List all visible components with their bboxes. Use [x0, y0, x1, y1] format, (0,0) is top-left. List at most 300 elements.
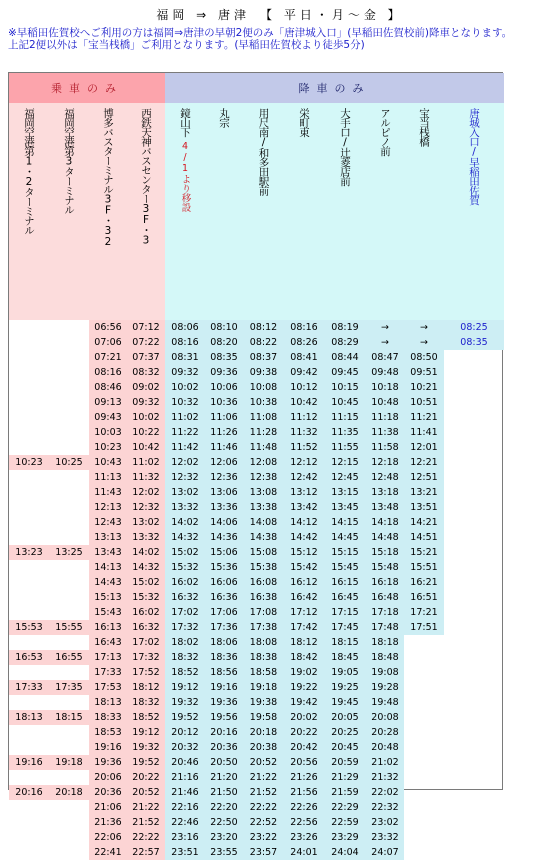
time-cell: 13:25 — [49, 545, 89, 560]
time-cell: 18:08 — [243, 635, 284, 650]
time-cell: 10:23 — [9, 455, 49, 470]
time-cell: 08:16 — [89, 365, 127, 380]
time-cell: 17:08 — [243, 605, 284, 620]
time-cell: 10:22 — [127, 425, 165, 440]
time-cell — [444, 845, 504, 860]
time-cell — [49, 725, 89, 740]
time-cell — [49, 695, 89, 710]
table-row — [9, 830, 504, 845]
time-cell: 10:36 — [205, 395, 243, 410]
time-cell: 15:08 — [243, 545, 284, 560]
time-cell: 15:45 — [324, 560, 366, 575]
stop-name: 宝当桟橋 — [418, 108, 430, 146]
time-cell: 15:18 — [366, 545, 404, 560]
stop-name: 用尺南/和多田駅前 — [257, 108, 270, 195]
time-cell — [444, 815, 504, 830]
time-cell: 13:48 — [366, 500, 404, 515]
time-cell: 18:42 — [284, 650, 324, 665]
time-cell: 18:38 — [243, 650, 284, 665]
time-cell — [49, 815, 89, 830]
time-cell — [49, 830, 89, 845]
time-cell: 13:15 — [324, 485, 366, 500]
time-cell: 12:32 — [127, 500, 165, 515]
time-cell: 18:45 — [324, 650, 366, 665]
time-cell — [444, 680, 504, 695]
time-cell: 16:18 — [366, 575, 404, 590]
time-cell: 22:06 — [89, 830, 127, 845]
time-cell: 16:42 — [284, 590, 324, 605]
time-cell — [444, 350, 504, 365]
timetable — [8, 72, 503, 858]
time-cell: 11:55 — [324, 440, 366, 455]
table-row — [9, 425, 504, 440]
time-cell: 11:02 — [165, 410, 205, 425]
stop-header — [9, 103, 49, 320]
time-cell — [49, 440, 89, 455]
time-cell — [9, 800, 49, 815]
time-cell: 17:32 — [127, 650, 165, 665]
time-cell: 19:32 — [165, 695, 205, 710]
time-cell — [444, 530, 504, 545]
time-cell: 13:21 — [404, 485, 444, 500]
table-row — [9, 455, 504, 470]
time-cell: 15:55 — [49, 620, 89, 635]
time-cell: 20:25 — [324, 725, 366, 740]
table-row — [9, 500, 504, 515]
time-cell — [404, 830, 444, 845]
time-cell: 17:12 — [284, 605, 324, 620]
time-cell: 15:43 — [89, 605, 127, 620]
stop-name: 博多バスターミナル3F・32 — [102, 108, 114, 247]
time-cell: 22:02 — [366, 785, 404, 800]
time-cell: 13:38 — [243, 500, 284, 515]
time-cell — [49, 365, 89, 380]
time-cell: 22:56 — [284, 815, 324, 830]
stop-header — [205, 103, 243, 320]
time-cell — [9, 770, 49, 785]
time-cell: → — [404, 320, 444, 335]
time-cell: 23:02 — [366, 815, 404, 830]
time-cell: 06:56 — [89, 320, 127, 335]
time-cell: 11:15 — [324, 410, 366, 425]
table-row — [9, 605, 504, 620]
time-cell — [49, 605, 89, 620]
time-cell: 18:48 — [366, 650, 404, 665]
time-cell — [444, 770, 504, 785]
time-cell: 23:32 — [366, 830, 404, 845]
time-cell: 20:02 — [284, 710, 324, 725]
time-cell: 17:13 — [89, 650, 127, 665]
time-cell: 16:55 — [49, 650, 89, 665]
table-row — [9, 590, 504, 605]
time-cell: 22:22 — [127, 830, 165, 845]
time-cell: 21:20 — [205, 770, 243, 785]
time-cell — [49, 500, 89, 515]
time-cell — [444, 470, 504, 485]
table-row — [9, 680, 504, 695]
stop-header — [127, 103, 165, 320]
time-cell — [444, 695, 504, 710]
time-cell: 14:42 — [284, 530, 324, 545]
time-cell — [444, 575, 504, 590]
time-cell: 14:08 — [243, 515, 284, 530]
time-cell: 18:36 — [205, 650, 243, 665]
time-cell — [404, 845, 444, 860]
time-cell — [9, 440, 49, 455]
time-cell — [49, 335, 89, 350]
board-only-band: 乗車のみ — [9, 73, 165, 103]
time-cell: 12:02 — [127, 485, 165, 500]
time-cell: 10:43 — [89, 455, 127, 470]
time-cell — [404, 650, 444, 665]
time-cell: 13:23 — [9, 545, 49, 560]
time-cell: 09:38 — [243, 365, 284, 380]
time-cell: 20:06 — [89, 770, 127, 785]
table-row — [9, 575, 504, 590]
time-cell: 20:08 — [366, 710, 404, 725]
time-cell — [404, 800, 444, 815]
time-cell: 17:42 — [284, 620, 324, 635]
time-cell — [49, 380, 89, 395]
time-cell — [444, 500, 504, 515]
time-cell — [444, 455, 504, 470]
time-cell: 24:07 — [366, 845, 404, 860]
time-cell: 13:06 — [205, 485, 243, 500]
time-cell: 07:37 — [127, 350, 165, 365]
table-row — [9, 695, 504, 710]
time-cell: 09:51 — [404, 365, 444, 380]
time-cell: 15:02 — [165, 545, 205, 560]
time-cell: 08:32 — [127, 365, 165, 380]
stop-name: 丸宗 — [218, 108, 230, 127]
time-cell: 13:02 — [127, 515, 165, 530]
time-cell: 17:35 — [49, 680, 89, 695]
time-cell — [444, 665, 504, 680]
time-cell: 16:51 — [404, 590, 444, 605]
time-cell: 18:53 — [89, 725, 127, 740]
time-cell: 08:10 — [205, 320, 243, 335]
time-cell: 09:32 — [127, 395, 165, 410]
time-cell: 11:38 — [366, 425, 404, 440]
time-cell: 10:15 — [324, 380, 366, 395]
table-row — [9, 725, 504, 740]
time-cell — [444, 830, 504, 845]
time-cell: 09:13 — [89, 395, 127, 410]
time-cell: 08:50 — [404, 350, 444, 365]
time-cell: 23:20 — [205, 830, 243, 845]
time-cell: 19:58 — [243, 710, 284, 725]
time-cell: 19:28 — [366, 680, 404, 695]
time-cell: 15:21 — [404, 545, 444, 560]
time-cell: 22:52 — [243, 815, 284, 830]
time-cell: 18:13 — [89, 695, 127, 710]
time-cell — [9, 515, 49, 530]
table-row — [9, 650, 504, 665]
time-cell: 20:36 — [205, 740, 243, 755]
time-cell: 08:06 — [165, 320, 205, 335]
time-cell: 16:08 — [243, 575, 284, 590]
time-cell — [49, 770, 89, 785]
time-cell: 08:37 — [243, 350, 284, 365]
time-cell: 11:42 — [165, 440, 205, 455]
page-title: 福岡 ⇒ 唐津 【 平日・月～金 】 — [156, 8, 404, 22]
time-cell: 18:58 — [243, 665, 284, 680]
time-cell: 19:12 — [165, 680, 205, 695]
time-cell: 10:45 — [324, 395, 366, 410]
time-cell: 08:29 — [324, 335, 366, 350]
time-cell: 22:29 — [324, 800, 366, 815]
time-cell: 14:06 — [205, 515, 243, 530]
time-cell: 21:32 — [366, 770, 404, 785]
time-cell: 10:48 — [366, 395, 404, 410]
time-cell — [9, 530, 49, 545]
time-cell — [444, 620, 504, 635]
stop-name: 栄町東 — [298, 108, 310, 137]
time-cell — [444, 710, 504, 725]
time-cell: 19:52 — [127, 755, 165, 770]
time-cell: 21:16 — [165, 770, 205, 785]
time-cell: 20:36 — [89, 785, 127, 800]
time-cell — [404, 725, 444, 740]
time-cell: 17:21 — [404, 605, 444, 620]
time-cell — [404, 710, 444, 725]
time-cell — [404, 695, 444, 710]
table-row — [9, 395, 504, 410]
time-cell — [444, 425, 504, 440]
time-cell: 13:45 — [324, 500, 366, 515]
stop-name: 唐城入口/早稲田佐賀 — [468, 108, 480, 205]
time-cell: 12:43 — [89, 515, 127, 530]
table-row — [9, 815, 504, 830]
stop-header — [49, 103, 89, 320]
time-cell: 10:23 — [89, 440, 127, 455]
time-cell — [49, 560, 89, 575]
time-cell: 13:08 — [243, 485, 284, 500]
time-cell: 10:12 — [284, 380, 324, 395]
time-cell — [9, 560, 49, 575]
time-cell — [9, 365, 49, 380]
time-cell: 14:51 — [404, 530, 444, 545]
time-cell: 08:20 — [205, 335, 243, 350]
time-cell: 16:02 — [165, 575, 205, 590]
time-cell: 15:15 — [324, 545, 366, 560]
time-cell: 20:22 — [284, 725, 324, 740]
stop-header — [366, 103, 404, 320]
band-row — [9, 73, 504, 103]
time-cell: 17:53 — [89, 680, 127, 695]
time-cell: 21:52 — [127, 815, 165, 830]
time-cell — [444, 410, 504, 425]
time-cell: 07:12 — [127, 320, 165, 335]
time-cell: 20:45 — [324, 740, 366, 755]
time-cell: 20:46 — [165, 755, 205, 770]
time-cell: 13:02 — [165, 485, 205, 500]
note-waseda: ※早稲田佐賀校へご利用の方は福岡⇒唐津の早朝2便のみ「唐津城入口」(早稲田佐賀校前)降車となります。 — [8, 27, 513, 39]
time-cell: 22:50 — [205, 815, 243, 830]
time-cell: 19:48 — [366, 695, 404, 710]
time-cell: 15:12 — [284, 545, 324, 560]
stop-header — [165, 103, 205, 320]
time-cell — [49, 320, 89, 335]
time-cell: 10:32 — [165, 395, 205, 410]
time-cell: 21:59 — [324, 785, 366, 800]
time-cell: 10:03 — [89, 425, 127, 440]
time-cell: 17:33 — [9, 680, 49, 695]
time-cell: 19:05 — [324, 665, 366, 680]
table-row — [9, 845, 504, 860]
time-cell: 20:16 — [205, 725, 243, 740]
time-cell — [49, 740, 89, 755]
time-cell — [9, 395, 49, 410]
table-row — [9, 335, 504, 350]
time-cell: 08:41 — [284, 350, 324, 365]
time-cell: 12:42 — [284, 470, 324, 485]
time-cell: 11:21 — [404, 410, 444, 425]
time-cell: 19:18 — [49, 755, 89, 770]
time-cell: 09:02 — [127, 380, 165, 395]
time-cell: 19:02 — [284, 665, 324, 680]
time-cell: 10:02 — [127, 410, 165, 425]
table-row — [9, 515, 504, 530]
time-cell — [9, 380, 49, 395]
time-cell: 22:41 — [89, 845, 127, 860]
time-cell: 16:12 — [284, 575, 324, 590]
time-cell: 21:56 — [284, 785, 324, 800]
time-cell — [9, 830, 49, 845]
time-cell: 20:05 — [324, 710, 366, 725]
time-cell: 11:06 — [205, 410, 243, 425]
time-cell — [49, 845, 89, 860]
time-cell: 18:52 — [127, 710, 165, 725]
time-cell: 21:36 — [89, 815, 127, 830]
stop-header — [324, 103, 366, 320]
time-cell — [49, 425, 89, 440]
time-cell: 23:22 — [243, 830, 284, 845]
time-cell — [49, 575, 89, 590]
time-cell — [9, 485, 49, 500]
table-row — [9, 530, 504, 545]
time-cell: 14:12 — [284, 515, 324, 530]
time-cell: 13:32 — [127, 530, 165, 545]
table-row — [9, 320, 504, 335]
time-cell: 22:26 — [284, 800, 324, 815]
time-cell — [404, 665, 444, 680]
time-cell: 20:59 — [324, 755, 366, 770]
time-cell: 19:22 — [284, 680, 324, 695]
time-cell: 18:15 — [324, 635, 366, 650]
time-cell: 16:36 — [205, 590, 243, 605]
time-cell: 12:48 — [366, 470, 404, 485]
time-cell — [9, 425, 49, 440]
time-cell — [49, 800, 89, 815]
time-cell: 16:13 — [89, 620, 127, 635]
time-cell: 12:51 — [404, 470, 444, 485]
time-cell: 21:22 — [243, 770, 284, 785]
time-cell: 08:16 — [284, 320, 324, 335]
time-cell: 12:06 — [205, 455, 243, 470]
time-cell: 08:35 — [205, 350, 243, 365]
time-cell: 12:08 — [243, 455, 284, 470]
time-cell: 14:21 — [404, 515, 444, 530]
time-cell — [9, 320, 49, 335]
time-cell — [444, 740, 504, 755]
time-cell — [444, 605, 504, 620]
time-cell — [9, 815, 49, 830]
time-cell: 07:06 — [89, 335, 127, 350]
time-cell: 18:15 — [49, 710, 89, 725]
table-row — [9, 560, 504, 575]
time-cell: 14:15 — [324, 515, 366, 530]
time-cell: 21:52 — [243, 785, 284, 800]
time-cell: 11:52 — [284, 440, 324, 455]
time-cell: 18:32 — [127, 695, 165, 710]
time-cell — [444, 440, 504, 455]
time-cell: 19:25 — [324, 680, 366, 695]
time-cell: 09:42 — [284, 365, 324, 380]
time-cell — [9, 635, 49, 650]
time-cell — [9, 470, 49, 485]
time-cell — [444, 785, 504, 800]
time-cell: 18:13 — [9, 710, 49, 725]
time-cell: 13:18 — [366, 485, 404, 500]
time-cell: 19:36 — [205, 695, 243, 710]
time-cell: 14:18 — [366, 515, 404, 530]
time-cell: 20:38 — [243, 740, 284, 755]
time-cell: 10:42 — [127, 440, 165, 455]
time-cell: 20:12 — [165, 725, 205, 740]
time-cell: 15:51 — [404, 560, 444, 575]
time-cell: 12:45 — [324, 470, 366, 485]
time-cell: 17:02 — [165, 605, 205, 620]
time-cell: 12:13 — [89, 500, 127, 515]
time-cell: 17:18 — [366, 605, 404, 620]
time-cell: 15:38 — [243, 560, 284, 575]
stop-header — [404, 103, 444, 320]
time-cell — [49, 410, 89, 425]
time-cell — [444, 755, 504, 770]
time-cell: 20:56 — [284, 755, 324, 770]
time-cell: 11:22 — [165, 425, 205, 440]
relocation-note: 4/1より移設 — [179, 140, 191, 212]
time-cell — [404, 785, 444, 800]
time-cell: 21:29 — [324, 770, 366, 785]
time-cell: 13:43 — [89, 545, 127, 560]
time-cell: 16:15 — [324, 575, 366, 590]
time-cell: 16:45 — [324, 590, 366, 605]
time-cell — [444, 560, 504, 575]
time-cell: 20:32 — [165, 740, 205, 755]
time-cell: 10:25 — [49, 455, 89, 470]
time-cell — [444, 380, 504, 395]
time-cell: 10:08 — [243, 380, 284, 395]
table-row — [9, 785, 504, 800]
time-cell: 21:26 — [284, 770, 324, 785]
time-cell — [49, 485, 89, 500]
time-cell — [49, 515, 89, 530]
time-cell: 10:42 — [284, 395, 324, 410]
time-cell: 19:16 — [205, 680, 243, 695]
time-cell: 11:08 — [243, 410, 284, 425]
time-cell: 12:18 — [366, 455, 404, 470]
time-cell: 19:56 — [205, 710, 243, 725]
time-cell: 15:42 — [284, 560, 324, 575]
time-cell: 12:02 — [165, 455, 205, 470]
time-cell — [9, 605, 49, 620]
time-cell: 18:12 — [127, 680, 165, 695]
time-cell — [9, 575, 49, 590]
time-cell: 14:36 — [205, 530, 243, 545]
time-cell: 19:38 — [243, 695, 284, 710]
